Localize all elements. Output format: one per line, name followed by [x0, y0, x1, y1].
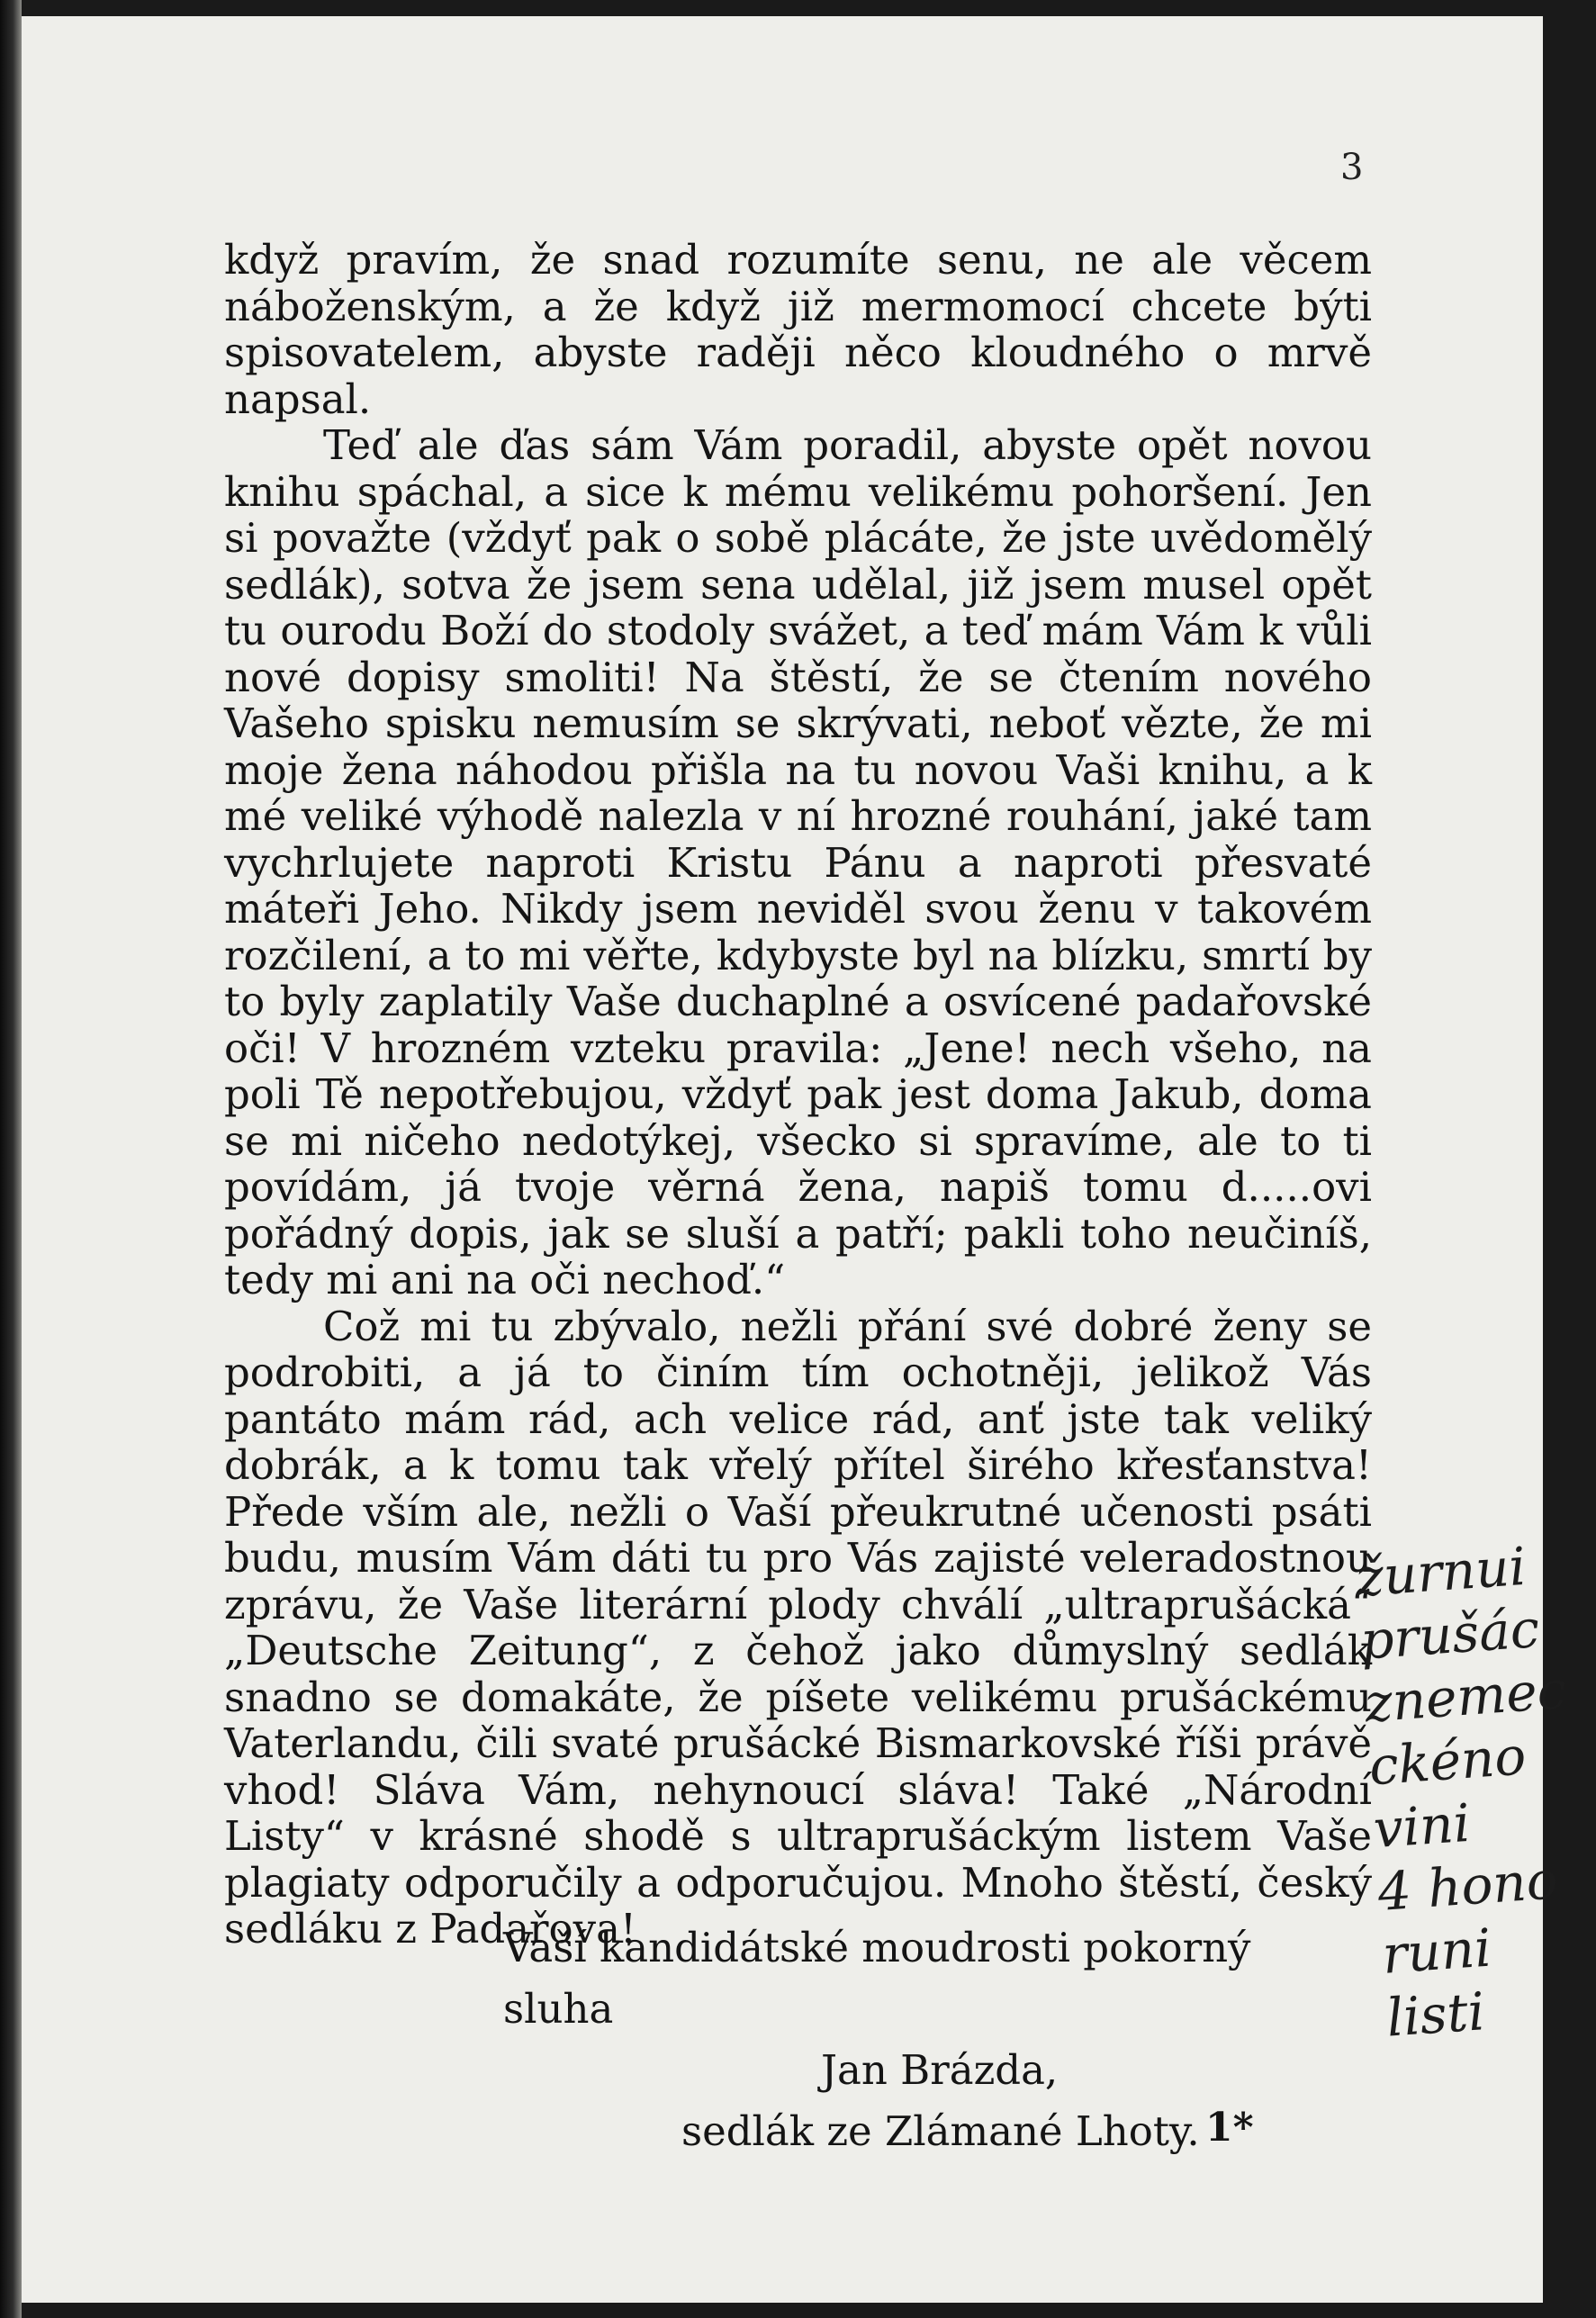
page-binding-edge [0, 0, 22, 2318]
margin-note-line: znemec [1362, 1659, 1569, 1735]
margin-note-line: prušác [1357, 1597, 1542, 1672]
signature-block [224, 1917, 1372, 2162]
paragraph-1: když pravím, že snad rozumíte senu, ne ale věcem náboženským, a že když již mermomocí chcete býti spisovatelem, abyste raději něco kloudného o mrvě napsal. [224, 236, 1372, 423]
body-text [224, 237, 1372, 1953]
margin-note-line: 4 hono [1375, 1849, 1560, 1923]
page-number: 3 [1340, 147, 1364, 188]
margin-note-line: žurnui [1354, 1535, 1528, 1609]
paragraph-2: Teď ale ďas sám Vám poradil, abyste opět novou knihu spáchal, a sice k mému velikému pohoršení. Jen si považte (vždyť pak o sobě plácáte, že jste uvědomělý sedlák), sotva že jsem sena udělal, již jsem musel opět tu ourodu Boží do stodoly svážet, a teď mám Vám k vůli nové dopisy smoliti! Na štěstí, že se čtením nového Vašeho spisku nemusím se skrývati, neboť vězte, že mi moje žena náhodou přišla na tu novou Vaši knihu, a k mé veliké výhodě nalezla v ní hrozné rouhání, jaké tam vychrlujete naproti Kristu Pánu a naproti přesvaté mátеři Jeho. Nikdy jsem neviděl svou ženu v takovém rozčilení, a to mi věřte, kdybyste byl na blízku, smrtí by to byly zaplatily Vaše duchaplné a osvícené padařovské oči! V hrozném vzteku pravila: „Jene! nech všeho, na poli Tě nepotřebujou, vždyť pak jest doma Jakub, doma se mi ničeho nedotýkej, všecko si spravíme, ale to ti povídám, já tvoje věrná žena, napiš tomu d.....ovi pořádný dopis, jak se sluší a patří; pakli toho neučiníš, tedy mi ani na oči nechoď.“ [224, 421, 1372, 1303]
book-page [22, 16, 1569, 2303]
signature-title: sedlák ze Zlámané Lhoty. [681, 2107, 1200, 2155]
signature-mark: 1* [1205, 2105, 1254, 2151]
margin-note-line: runi [1380, 1917, 1493, 1986]
paragraph-3: Což mi tu zbývalo, nežli přání své dobré ženy se podrobiti, a já to činím tím ochotněji, jelikož Vás pantáto mám rád, ach velice rád, anť jste tak veliký dobrák, a k tomu tak vřelý přítel širého křesťanstva! Přede vším ale, nežli o Vaší přeukrutné učenosti psáti budu, musím Vám dáti tu pro Vás zajisté veleradostnou zprávu, že Vaše literární plody chválí „ultraprušácká“ „Deutsche Zeitung“, z čehož jako důmyslný sedlák snadno se domakáte, že píšete velikému prušáckému Vaterlandu, čili svaté prušácké Bismarkovské říši právě vhod! Sláva Vám, nehynoucí sláva! Také „Národní Listy“ v krásné shodě s ultraprušáckým listem Vaše plagiaty odporučily a odporučujou. Mnoho štěstí, český sedláku z Padařova! [224, 1302, 1372, 1953]
handwritten-margin-note [1354, 1532, 1596, 2050]
signature-name: Jan Brázda, [821, 2046, 1059, 2094]
margin-note-line: vini [1371, 1791, 1473, 1861]
margin-note-line: ckéno [1366, 1725, 1528, 1798]
margin-note-line: listi [1384, 1980, 1487, 2049]
signature-closing: Vaší kandidátské moudrosti pokorný sluha [503, 1924, 1251, 2033]
